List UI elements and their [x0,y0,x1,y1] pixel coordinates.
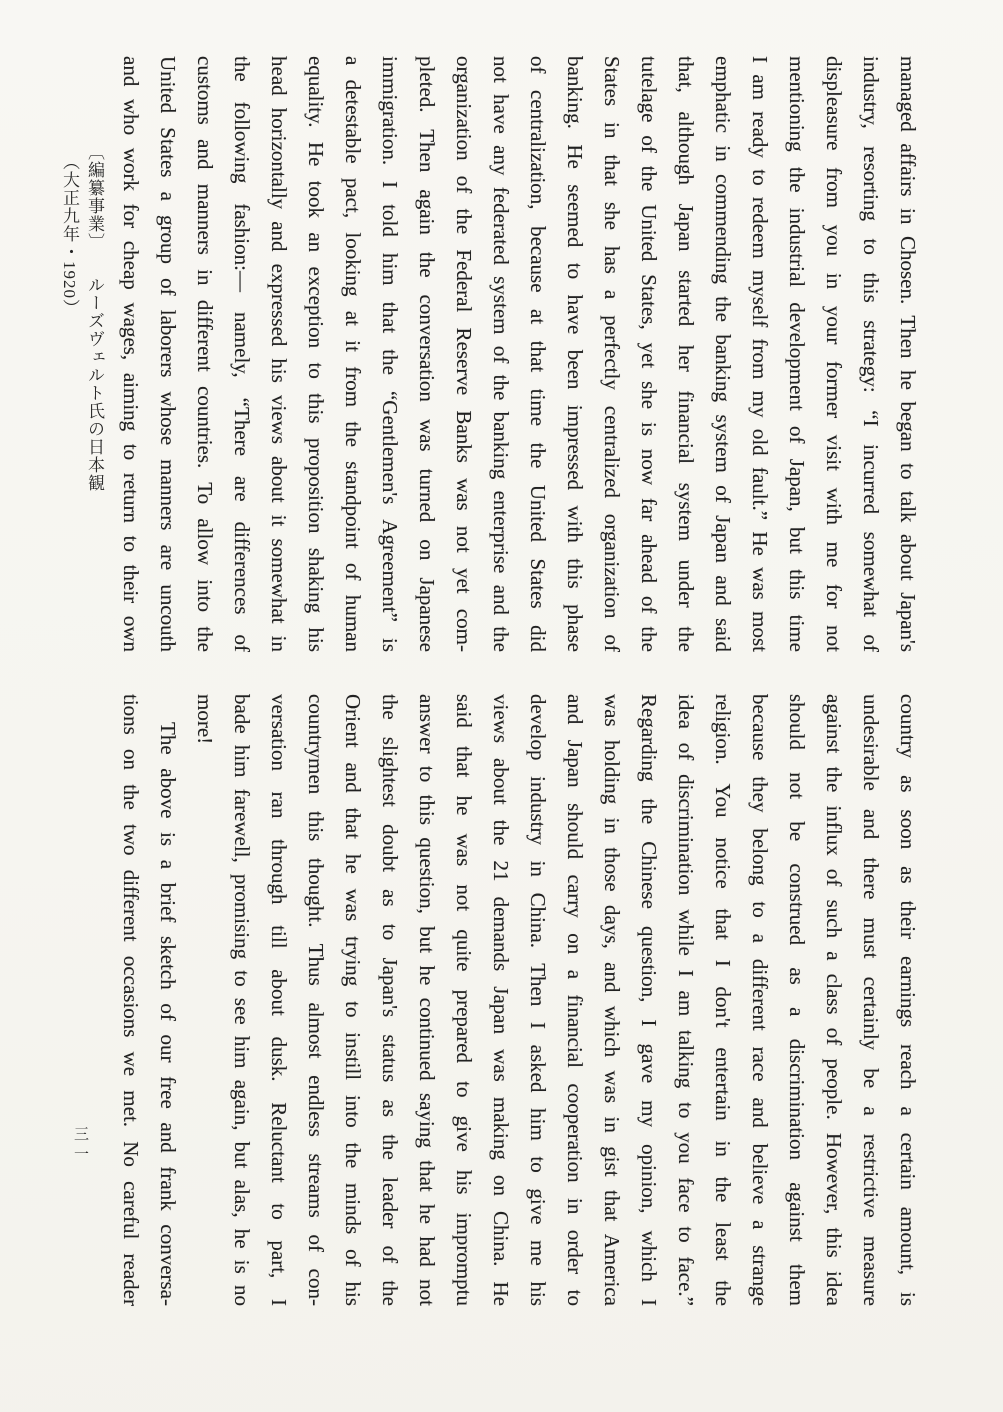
text-line: tions on the two different occasions we met. No careful reader [119,694,143,1306]
text-line: Orient and that he was trying to instill into the minds of his [341,694,365,1306]
text-line: the following fashion:— namely, “There are differences of [230,56,254,652]
text-line: the slightest doubt as to Japan's status as the leader of the [378,694,402,1306]
text-line: managed affairs in Chosen. Then he began to talk about Japan's [896,56,920,652]
text-line: banking. He seemed to have been impressed with this phase [563,56,587,652]
text-line: develop industry in China. Then I asked him to give me his [526,694,550,1306]
text-line: should not be construed as a discrimination against them [785,694,809,1306]
text-line-paragraph-start: The above is a brief sketch of our free and frank conversa- [156,722,180,1306]
text-line: I am ready to redeem myself from my old fault.” He was most [748,56,772,652]
text-line: religion. You notice that I don't entertain in the least the [711,694,735,1306]
text-line: answer to this question, but he continued saying that he had not [415,694,439,1306]
text-line: organization of the Federal Reserve Banks was not yet com- [452,56,476,652]
text-line: United States a group of laborers whose manners are uncouth [156,56,180,652]
text-line: bade him farewell, promising to see him again, but alas, he is no [230,694,254,1306]
text-line: not have any federated system of the banking enterprise and the [489,56,513,652]
text-line: because they belong to a different race and believe a strange [748,694,772,1306]
text-line: States in that she has a perfectly centralized organization of [600,56,624,652]
text-line: and who work for cheap wages, aiming to return to their own [119,56,143,652]
text-line: countrymen this thought. Thus almost endless streams of con- [304,694,328,1306]
text-line: emphatic in commending the banking system of Japan and said [711,56,735,652]
text-line: displeasure from you in your former visit with me for not [822,56,846,652]
text-block-top [112,56,926,652]
text-line: immigration. I told him that the “Gentlemen's Agreement” is [378,56,402,652]
text-line: idea of discrimination while I am talking to you face to face.” [674,694,698,1306]
text-line: and Japan should carry on a financial cooperation in order to [563,694,587,1306]
text-line: against the influx of such a class of people. However, this idea [822,694,846,1306]
text-line: industry, resorting to this strategy: “I incurred somewhat of [859,56,883,652]
text-line: versation ran through till about dusk. Reluctant to part, I [267,694,291,1306]
header-section-label: 〔編纂事業〕 [85,143,104,251]
text-line: of centralization, because at that time the United States did [526,56,550,652]
text-line: was holding in those days, and which was in gist that America [600,694,624,1306]
text-line: a detestable pact, looking at it from the standpoint of human [341,56,365,652]
text-line: country as soon as their earnings reach a certain amount, is [896,694,920,1306]
chapter-header [57,143,107,613]
text-line: customs and manners in different countries. To allow into the [193,56,217,652]
text-block-bottom [112,694,926,1306]
text-line: head horizontally and expressed his views about it somewhat in [267,56,291,652]
page-number: 三一 [72,1126,88,1166]
text-line: mentioning the industrial development of Japan, but this time [785,56,809,652]
text-line: pleted. Then again the conversation was turned on Japanese [415,56,439,652]
text-line: equality. He took an exception to this proposition shaking his [304,56,328,652]
text-line: Regarding the Chinese question, I gave my opinion, which I [637,694,661,1306]
text-line-paragraph-end: more! [193,694,217,745]
text-line: tutelage of the United States, yet she is now far ahead of the [637,56,661,652]
text-line: said that he was not quite prepared to give his impromptu [452,694,476,1306]
text-line: that, although Japan started her financial system under the [674,56,698,652]
header-date: （大正九年・1920） [60,153,79,317]
header-title: ルーズヴェルト氏の日本観 [85,276,104,493]
text-line: views about the 21 demands Japan was making on China. He [489,694,513,1306]
text-line: undesirable and there must certainly be a restrictive measure [859,694,883,1306]
